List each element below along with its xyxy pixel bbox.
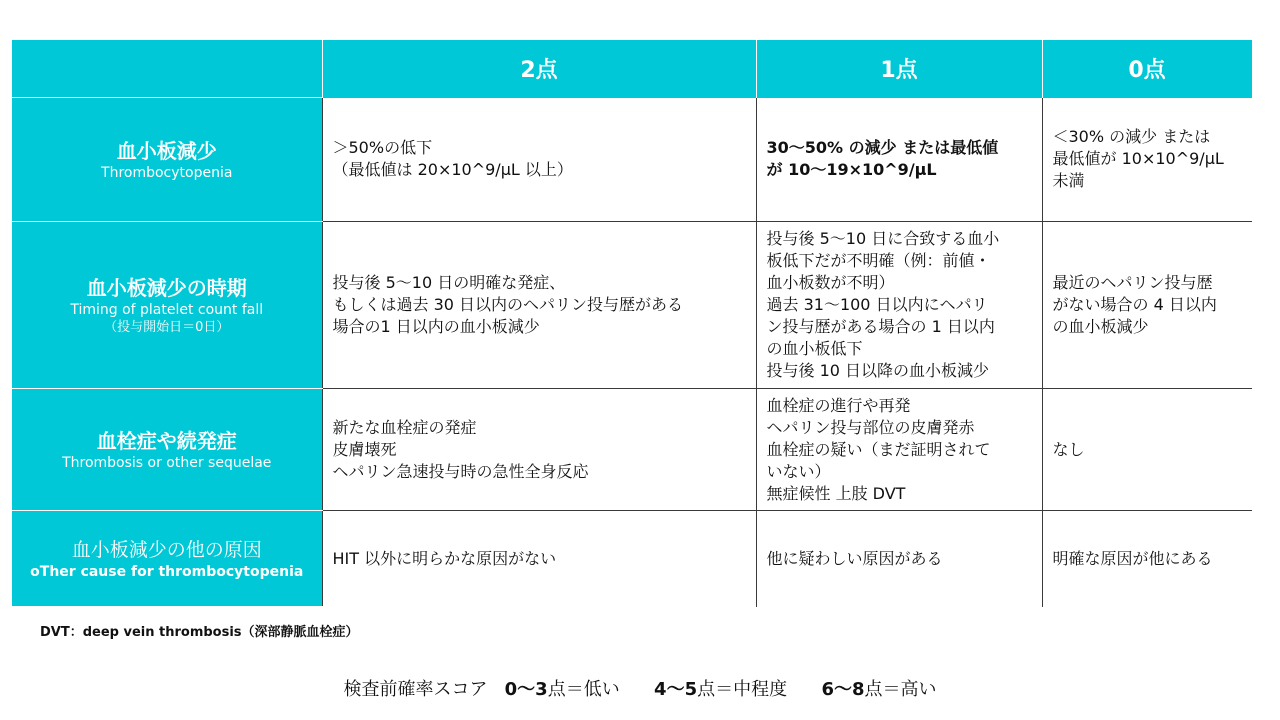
cell-line: 無症候性 上肢 DVT <box>766 483 906 503</box>
cell-line: 板低下だが不明確（例：前値・ <box>766 251 991 270</box>
cell-line: ヘパリン急速投与時の急性全身反応 <box>332 461 589 481</box>
cell-line: がない場合の 4 日以内 <box>1052 295 1217 314</box>
cell-line: ン投与歴がある場合の 1 日以内 <box>766 317 995 336</box>
header-blank <box>12 40 322 98</box>
score-low-range: 0〜3 <box>504 679 548 700</box>
score-low-text: 点＝低い <box>547 679 620 700</box>
table-row <box>12 98 1252 222</box>
table-row <box>12 222 1252 389</box>
cell-line: 過去 31〜100 日以内にヘパリ <box>766 295 988 314</box>
row-label-en: Thrombocytopenia <box>101 164 233 181</box>
cell-line: （最低値は 20×10^9/μL 以上） <box>332 160 573 180</box>
cell-2-points <box>322 389 756 511</box>
row-label-timing <box>12 222 322 389</box>
pretest-probability-score <box>0 675 1280 701</box>
cell-line: もしくは過去 30 日以内のヘパリン投与歴がある <box>332 295 684 314</box>
cell-line: の血小板低下 <box>766 339 863 358</box>
cell-line: 最近のヘパリン投与歴 <box>1052 273 1213 292</box>
score-high-range: 6〜8 <box>821 679 865 700</box>
cell-0-points <box>1042 222 1252 389</box>
row-label-thrombosis <box>12 389 322 511</box>
cell-line: 血栓症の疑い（まだ証明されて <box>766 439 991 459</box>
row-label-note: （投与開始日＝0日） <box>104 319 230 335</box>
row-label-ja: 血小板減少の時期 <box>86 275 247 300</box>
score-high-text: 点＝高い <box>864 679 937 700</box>
row-label-thrombocytopenia <box>12 98 322 222</box>
row-label-en: Timing of platelet count fall <box>70 301 264 318</box>
cell-line: 新たな血栓症の発症 <box>332 417 477 437</box>
table-header-row <box>12 40 1252 98</box>
cell-1-point <box>756 222 1042 389</box>
cell-line: が 10〜19×10^9/μL <box>766 160 937 180</box>
cell-line: 場合の1 日以内の血小板減少 <box>332 317 540 336</box>
cell-1-point <box>756 511 1042 607</box>
row-label-ja: 血小板減少 <box>116 138 217 163</box>
cell-line: ＜30% の減少 または <box>1052 127 1211 147</box>
cell-line: の血小板減少 <box>1052 317 1149 336</box>
score-label: 検査前確率スコア <box>343 679 488 700</box>
cell-line: 30〜50% の減少 または最低値 <box>766 138 999 158</box>
row-label-en: Thrombosis or other sequelae <box>62 454 272 471</box>
cell-line: 明確な原因が他にある <box>1052 548 1213 568</box>
cell-2-points <box>322 222 756 389</box>
cell-line: 未満 <box>1052 171 1085 191</box>
header-1-point: 1点 <box>756 40 1042 98</box>
header-2-points: 2点 <box>322 40 756 98</box>
cell-2-points <box>322 98 756 222</box>
cell-line: 投与後 10 日以降の血小板減少 <box>766 361 990 380</box>
row-label-en: oTher cause for thrombocytopenia <box>30 563 304 580</box>
cell-line: 血小板数が不明） <box>766 273 895 292</box>
cell-line: 血栓症の進行や再発 <box>766 395 911 415</box>
hit-4t-score-table <box>12 40 1253 607</box>
score-mid-text: 点＝中程度 <box>697 679 788 700</box>
cell-line: ヘパリン投与部位の皮膚発赤 <box>766 417 975 437</box>
cell-0-points <box>1042 389 1252 511</box>
table-row <box>12 511 1252 607</box>
cell-2-points <box>322 511 756 607</box>
cell-line: いない） <box>766 461 831 481</box>
cell-line: ＞50%の低下 <box>332 138 433 158</box>
cell-line: 最低値が 10×10^9/μL <box>1052 149 1224 169</box>
cell-1-point <box>756 389 1042 511</box>
cell-line: 他に疑わしい原因がある <box>766 548 943 568</box>
row-label-ja: 血小板減少の他の原因 <box>71 538 262 561</box>
cell-line: 皮膚壊死 <box>332 439 397 459</box>
footnote-dvt: DVT：deep vein thrombosis（深部静脈血栓症） <box>40 625 359 640</box>
cell-line: なし <box>1052 439 1085 459</box>
header-0-points: 0点 <box>1042 40 1252 98</box>
cell-line: 投与後 5〜10 日に合致する血小 <box>766 229 1000 248</box>
cell-line: HIT 以外に明らかな原因がない <box>332 548 557 568</box>
table-row <box>12 389 1252 511</box>
row-label-other-cause <box>12 511 322 607</box>
cell-0-points <box>1042 98 1252 222</box>
row-label-ja: 血栓症や続発症 <box>96 428 237 453</box>
cell-1-point <box>756 98 1042 222</box>
cell-line: 投与後 5〜10 日の明確な発症、 <box>332 273 566 292</box>
cell-0-points <box>1042 511 1252 607</box>
score-mid-range: 4〜5 <box>654 679 698 700</box>
